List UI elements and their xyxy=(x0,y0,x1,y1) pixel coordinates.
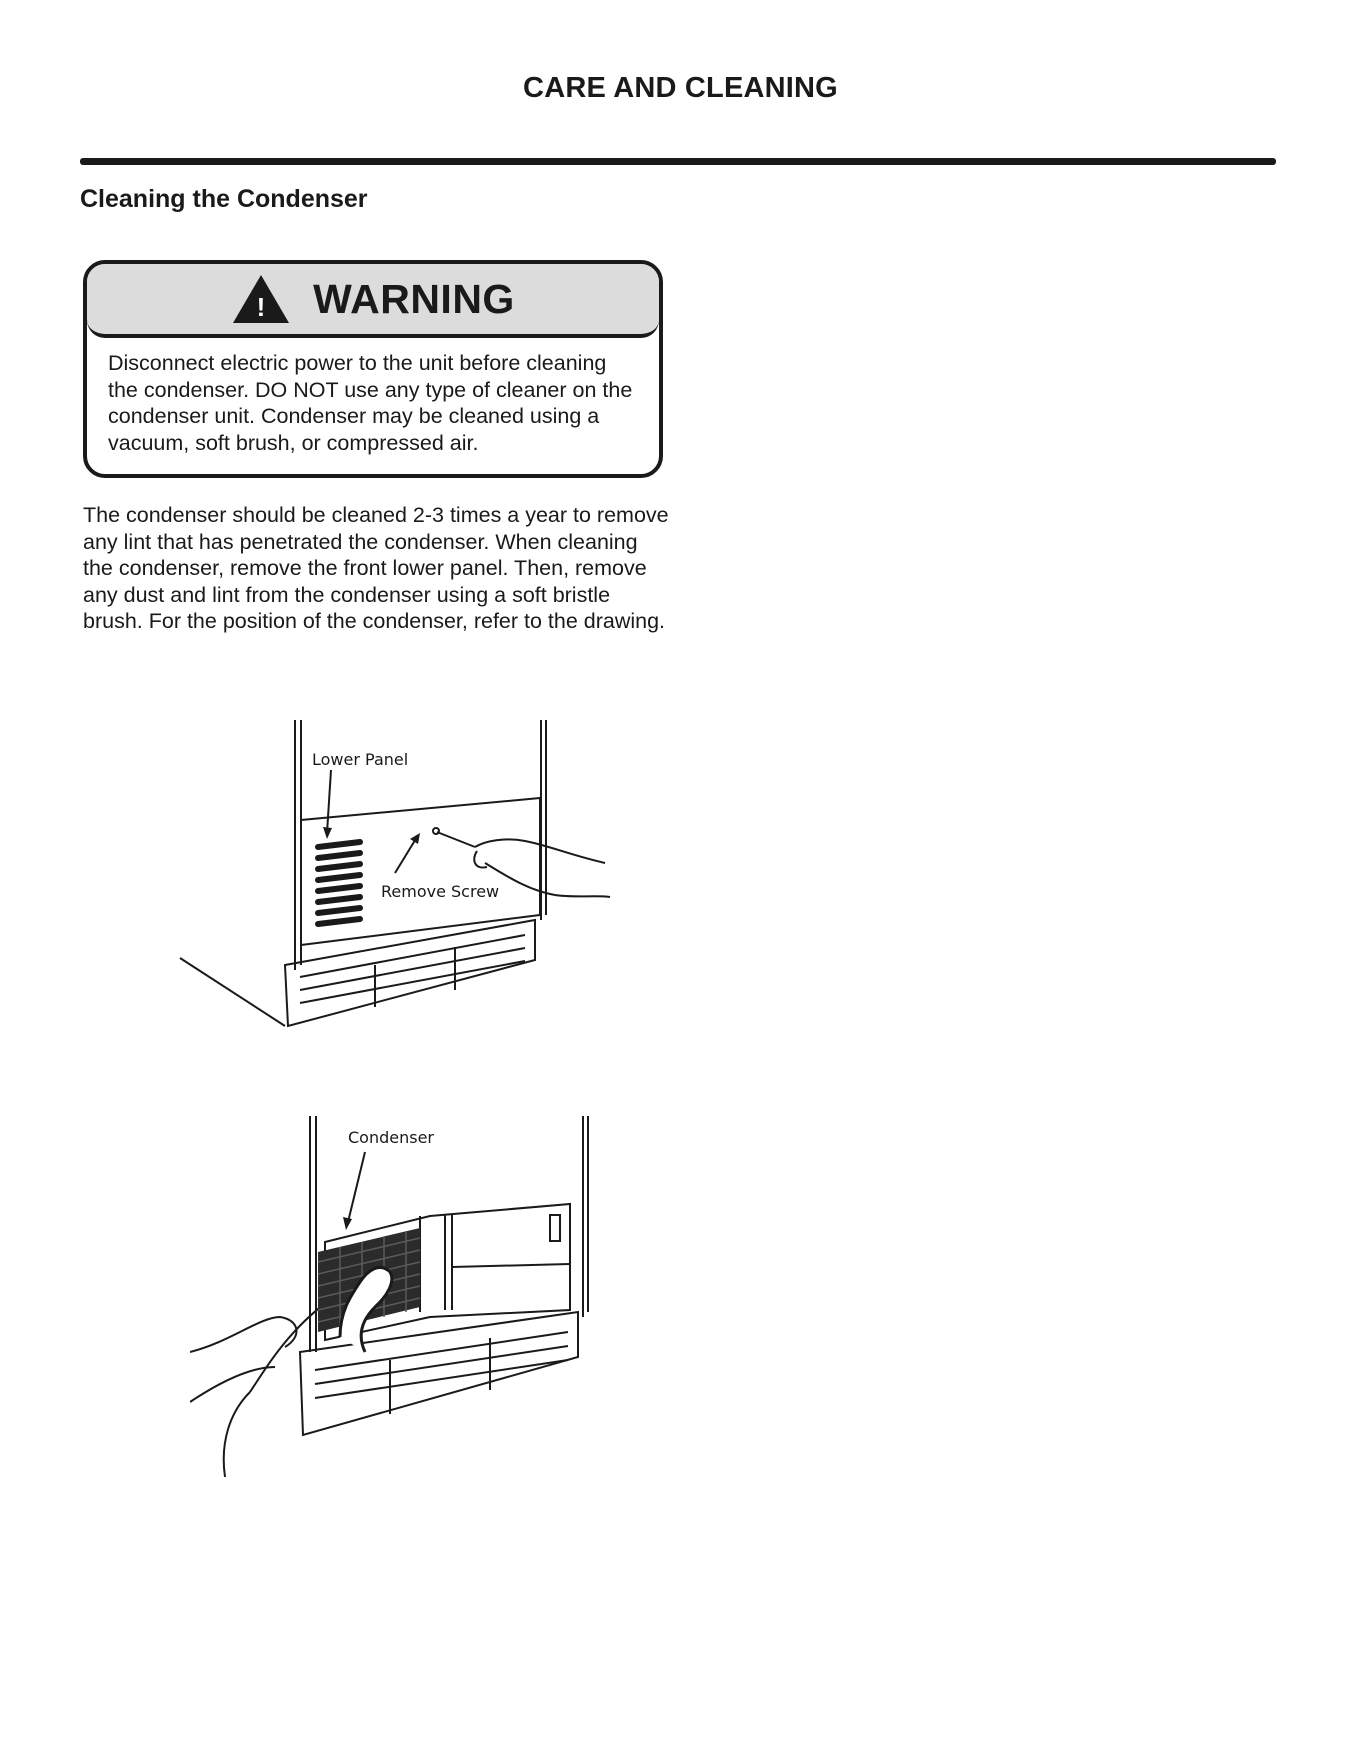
section-heading: Cleaning the Condenser xyxy=(80,185,368,213)
warning-label: WARNING xyxy=(313,275,515,322)
condenser-illustration xyxy=(190,1112,610,1492)
warning-icon-glyph: ! xyxy=(256,292,266,322)
warning-box xyxy=(83,260,663,478)
title-divider xyxy=(80,158,1276,165)
remove-screw-label: Remove Screw xyxy=(381,882,500,901)
lower-panel-illustration xyxy=(175,715,615,1035)
warning-triangle-icon xyxy=(231,273,291,325)
lower-panel-label: Lower Panel xyxy=(312,750,409,769)
condenser-label: Condenser xyxy=(348,1128,434,1147)
page-title: CARE AND CLEANING xyxy=(523,72,838,104)
warning-header xyxy=(87,264,659,338)
body-paragraph: The condenser should be cleaned 2-3 times a year to remove any lint that has penetrated the condenser. When cleaning the condenser, remove the front lower panel. Then, remove any dust and lint from the condenser using a soft bristle brush. For the position of the condenser, refer to the drawing. xyxy=(83,503,669,633)
warning-text: Disconnect electric power to the unit before cleaning the condenser. DO NOT use any type of cleaner on the condenser unit. Condenser may be cleaned using a vacuum, soft brush, or compressed air. xyxy=(108,351,633,455)
